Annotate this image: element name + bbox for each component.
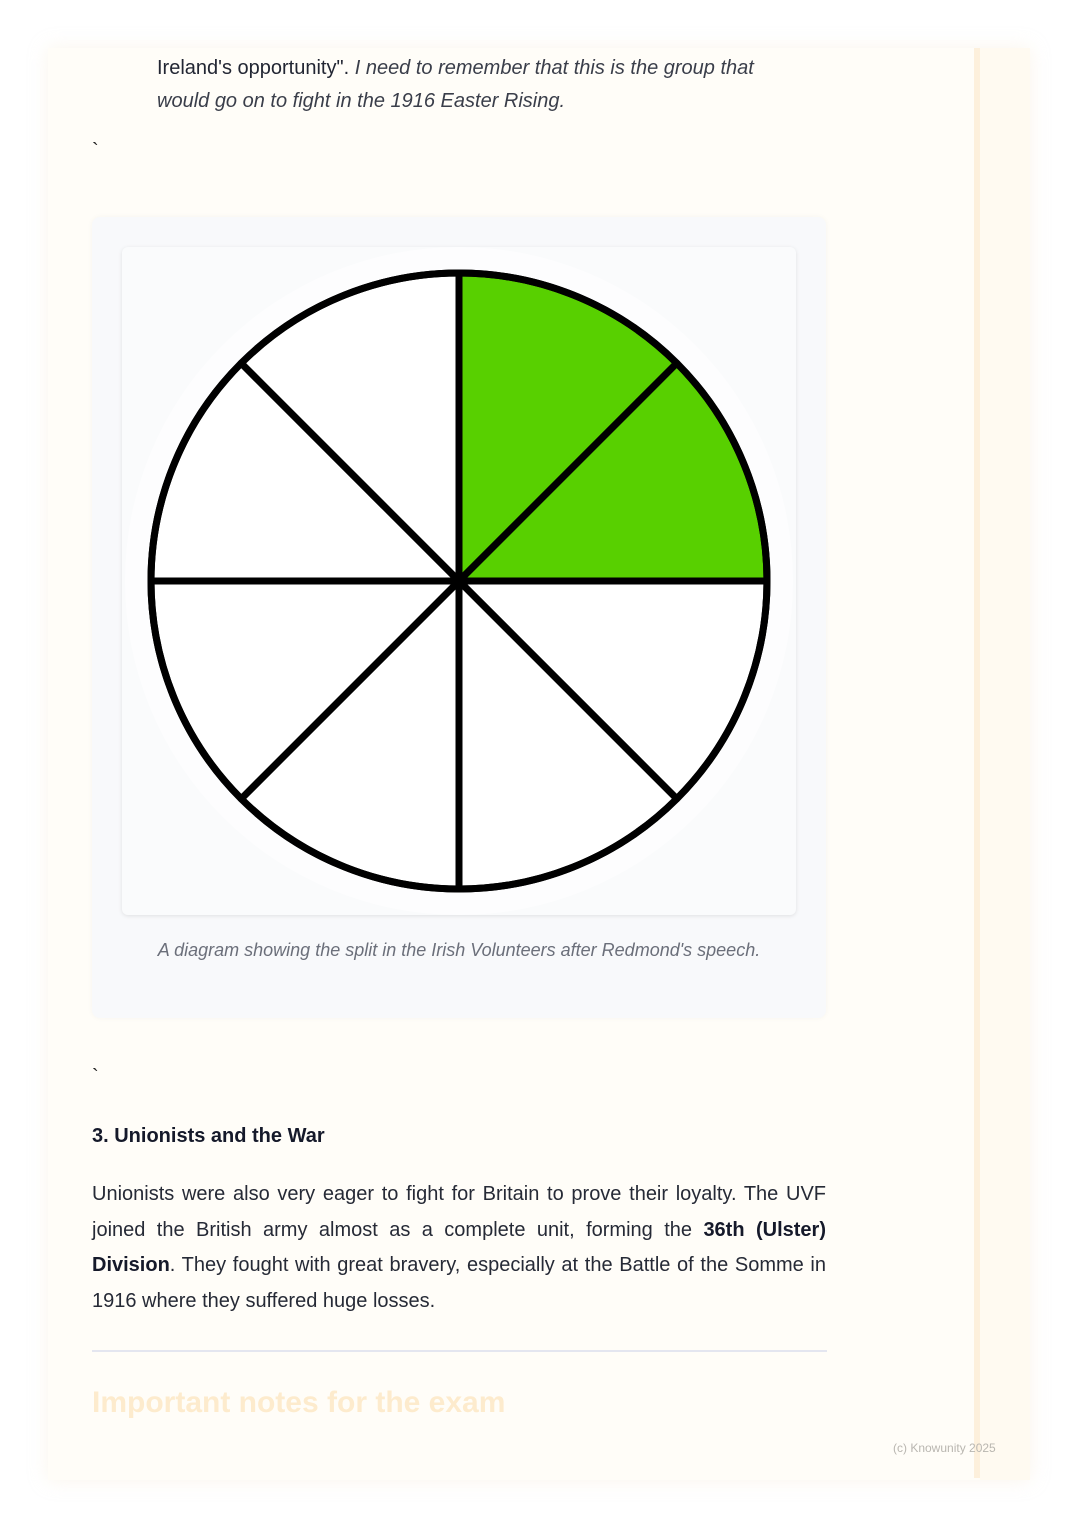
quote-note-line-2: would go on to fight in the 1916 Easter Rising. [157, 90, 566, 112]
pie-diagram-image [122, 247, 796, 915]
pie-diagram [122, 247, 796, 915]
stray-backtick: ` [92, 140, 99, 162]
stray-backtick-2: ` [92, 1066, 99, 1088]
figure-caption: A diagram showing the split in the Irish Volunteers after Redmond's speech. [157, 940, 761, 960]
para-text-2: . They fought with great bravery, especially at the Battle of the Somme in 1916 where they suffered huge losses. [92, 1254, 826, 1312]
quote-note-line-1: I need to remember that this is the group that [354, 57, 754, 79]
section-paragraph [92, 1177, 826, 1319]
page-margin-rule [974, 48, 980, 1478]
section-heading: 3. Unionists and the War [92, 1125, 325, 1147]
next-section-heading: Important notes for the exam [92, 1386, 506, 1419]
quote-text: Ireland's opportunity". [157, 57, 350, 79]
copyright-footer: (c) Knowunity 2025 [893, 1441, 996, 1455]
para-text-1: Unionists were also very eager to fight for Britain to prove their loyalty. The UVF joined the British army almost as a complete unit, forming the [92, 1183, 826, 1241]
page-margin-strip [980, 48, 1030, 1480]
quote-continuation [157, 52, 837, 118]
section-divider [92, 1350, 827, 1352]
para-bold-term: 36th (Ulster) Division [92, 1218, 826, 1276]
